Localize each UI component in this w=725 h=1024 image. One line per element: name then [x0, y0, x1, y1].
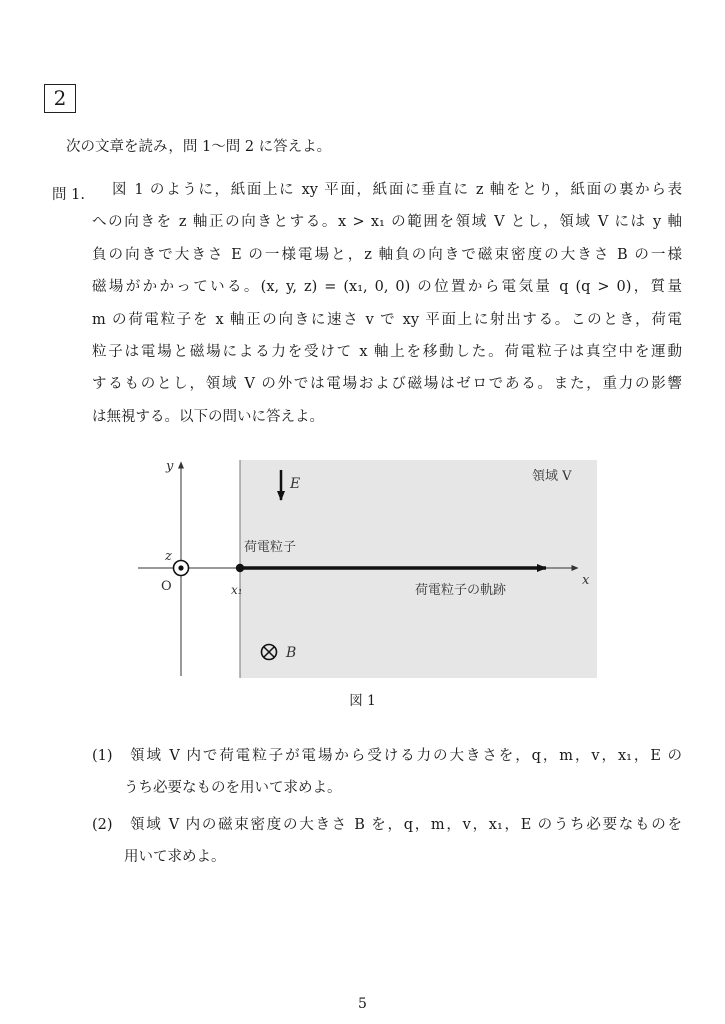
q1-line: 負の向きで大きさ E の一様電場と，z 軸負の向きで磁束密度の大きさ B の一様 [92, 246, 682, 263]
question-number-box: 2 [44, 84, 76, 113]
q1-line: への向きを z 軸正の向きとする。x > x₁ の範囲を領域 V とし，領域 V には y 軸 [92, 214, 682, 231]
sub1-line1: 領域 V 内で荷電粒子が電場から受ける力の大きさを，q，m，v，x₁，E の [130, 748, 682, 764]
b-field-label: B [286, 645, 297, 661]
q1-label: 問 1. [52, 187, 85, 203]
particle-dot [236, 564, 244, 572]
q1-line: m の荷電粒子を x 軸正の向きに速さ v で xy 平面上に射出する。このとき，荷電 [92, 311, 682, 328]
sub2-label: (2) [92, 817, 113, 833]
trajectory-label: 荷電粒子の軌跡 [415, 583, 507, 598]
origin-label: O [161, 579, 172, 594]
sub1-line2: うち必要なものを用いて求めよ。 [124, 780, 342, 796]
x-axis-label: x [582, 573, 590, 588]
sub1-label: (1) [92, 748, 113, 764]
y-axis-label: y [166, 459, 174, 474]
q1-line: 図 1 のように，紙面上に xy 平面，紙面に垂直に z 軸をとり，紙面の裏から表 [112, 182, 682, 198]
region-v-label: 領域 V [532, 469, 572, 484]
z-axis-label: z [165, 549, 172, 564]
q1-line: 磁場がかかっている。(x, y, z) = (x₁, 0, 0) の位置から電気量 q (q > 0)，質量 [92, 279, 682, 296]
e-field-label: E [290, 476, 301, 492]
sub2-line1: 領域 V 内の磁束密度の大きさ B を，q，m，v，x₁，E のうち必要なものを [130, 817, 682, 833]
particle-label: 荷電粒子 [244, 540, 297, 555]
figure-1-diagram [130, 448, 600, 680]
page-number: 5 [358, 996, 367, 1012]
q1-line: するものとし，領域 V の外では電場および磁場はゼロである。また，重力の影響 [92, 376, 682, 393]
sub2-line2: 用いて求めよ。 [124, 849, 226, 865]
q1-line: 粒子は電場と磁場による力を受けて x 軸上を移動した。荷電粒子は真空中を運動 [92, 343, 682, 360]
x1-label: x₁ [231, 583, 243, 597]
z-axis-dot [178, 565, 183, 570]
intro-text: 次の文章を読み，問 1〜問 2 に答えよ。 [66, 139, 332, 155]
figure-caption: 図 1 [349, 693, 376, 709]
q1-line: は無視する。以下の問いに答えよ。 [92, 408, 324, 425]
q1-paragraph [92, 174, 682, 433]
